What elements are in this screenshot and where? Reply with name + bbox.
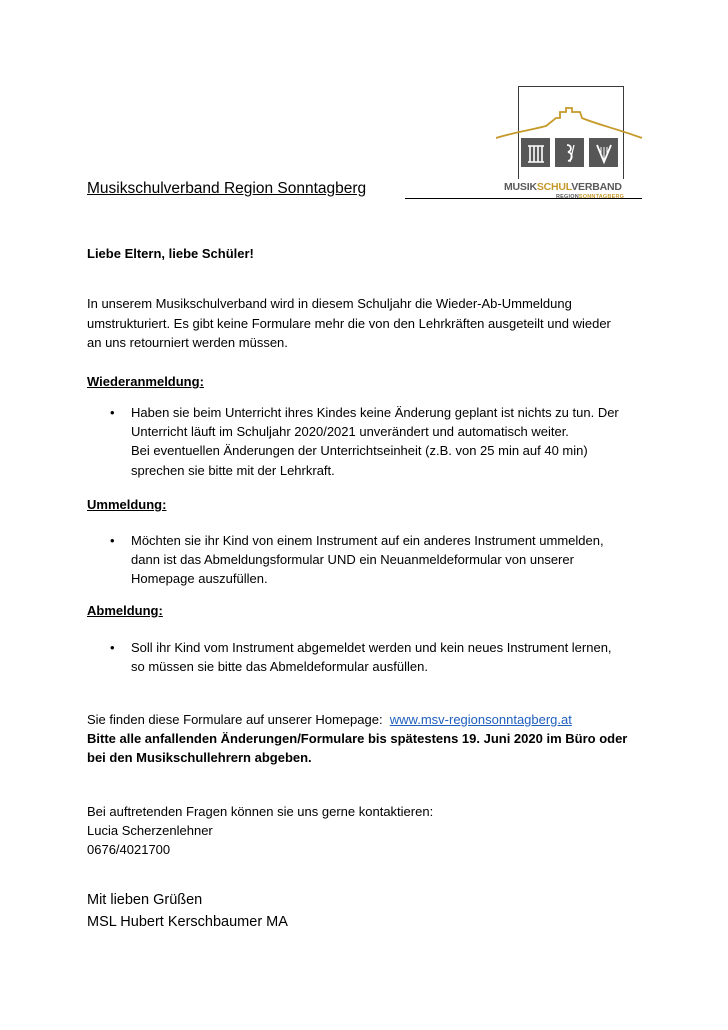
homepage-text: Sie finden diese Formulare auf unserer Homepage: [87, 712, 390, 727]
section-line: Soll ihr Kind vom Instrument abgemeldet werden und kein neues Instrument lernen, [131, 640, 612, 655]
logo-sub-sonntagberg: SONNTAGBERG [578, 194, 625, 200]
section-line: Unterricht läuft im Schuljahr 2020/2021 unverändert und automatisch weiter. [131, 424, 569, 439]
bullet-icon: • [110, 405, 115, 420]
section-line: Bei eventuellen Änderungen der Unterrichtseinheit (z.B. von 25 min auf 40 min) [131, 443, 588, 458]
logo-text-musik: MUSIK [504, 181, 537, 193]
deadline-line: bei den Musikschullehrern abgeben. [87, 750, 312, 765]
homepage-link[interactable]: www.msv-regionsonntagberg.at [389, 712, 572, 727]
logo-text-schul: SCHUL [536, 181, 572, 193]
homepage-line [87, 710, 572, 730]
contact-intro: Bei auftretenden Fragen können sie uns gerne kontaktieren: [87, 804, 434, 819]
intro-line: In unserem Musikschulverband wird in diesem Schuljahr die Wieder-Ab-Ummeldung [87, 296, 572, 311]
deadline-line: Bitte alle anfallenden Änderungen/Formulare bis spätestens 19. Juni 2020 im Büro oder [87, 731, 628, 746]
closing-greeting: Mit lieben Grüßen [87, 892, 203, 908]
header-rule [405, 198, 642, 199]
pipe-organ-icon [521, 138, 550, 167]
logo-subline [556, 194, 624, 200]
contact-phone: 0676/4021700 [87, 842, 171, 857]
logo-sub-region: REGION [556, 194, 579, 200]
section-line: Homepage auszufüllen. [131, 571, 268, 586]
intro-line: umstrukturiert. Es gibt keine Formulare mehr die von den Lehrkräften ausgeteilt und wieder [87, 316, 611, 331]
section-line: Haben sie beim Unterricht ihres Kindes keine Änderung geplant ist nichts zu tun. Der [131, 405, 619, 420]
signature: MSL Hubert Kerschbaumer MA [87, 914, 288, 930]
bullet-icon: • [110, 640, 115, 655]
musikschulverband-logo [496, 86, 642, 204]
section-heading-ummeldung: Ummeldung: [87, 497, 167, 512]
contact-name: Lucia Scherzenlehner [87, 823, 213, 838]
section-heading-abmeldung: Abmeldung: [87, 603, 163, 618]
section-line: sprechen sie bitte mit der Lehrkraft. [131, 463, 335, 478]
section-line: dann ist das Abmeldungsformular UND ein Neuanmeldeformular von unserer [131, 552, 574, 567]
page-title: Musikschulverband Region Sonntagberg [87, 180, 367, 197]
section-line: so müssen sie bitte das Abmeldeformular ausfüllen. [131, 659, 428, 674]
logo-text-verband: VERBAND [571, 181, 622, 193]
logo-wordmark [504, 181, 644, 193]
intro-line: an uns retourniert werden müssen. [87, 335, 288, 350]
harp-icon [589, 138, 618, 167]
logo-icons [521, 138, 618, 167]
violin-icon [555, 138, 584, 167]
section-line: Möchten sie ihr Kind von einem Instrument auf ein anderes Instrument ummelden, [131, 533, 604, 548]
bullet-icon: • [110, 533, 115, 548]
greeting: Liebe Eltern, liebe Schüler! [87, 246, 254, 261]
section-heading-wiederanmeldung: Wiederanmeldung: [87, 374, 204, 389]
